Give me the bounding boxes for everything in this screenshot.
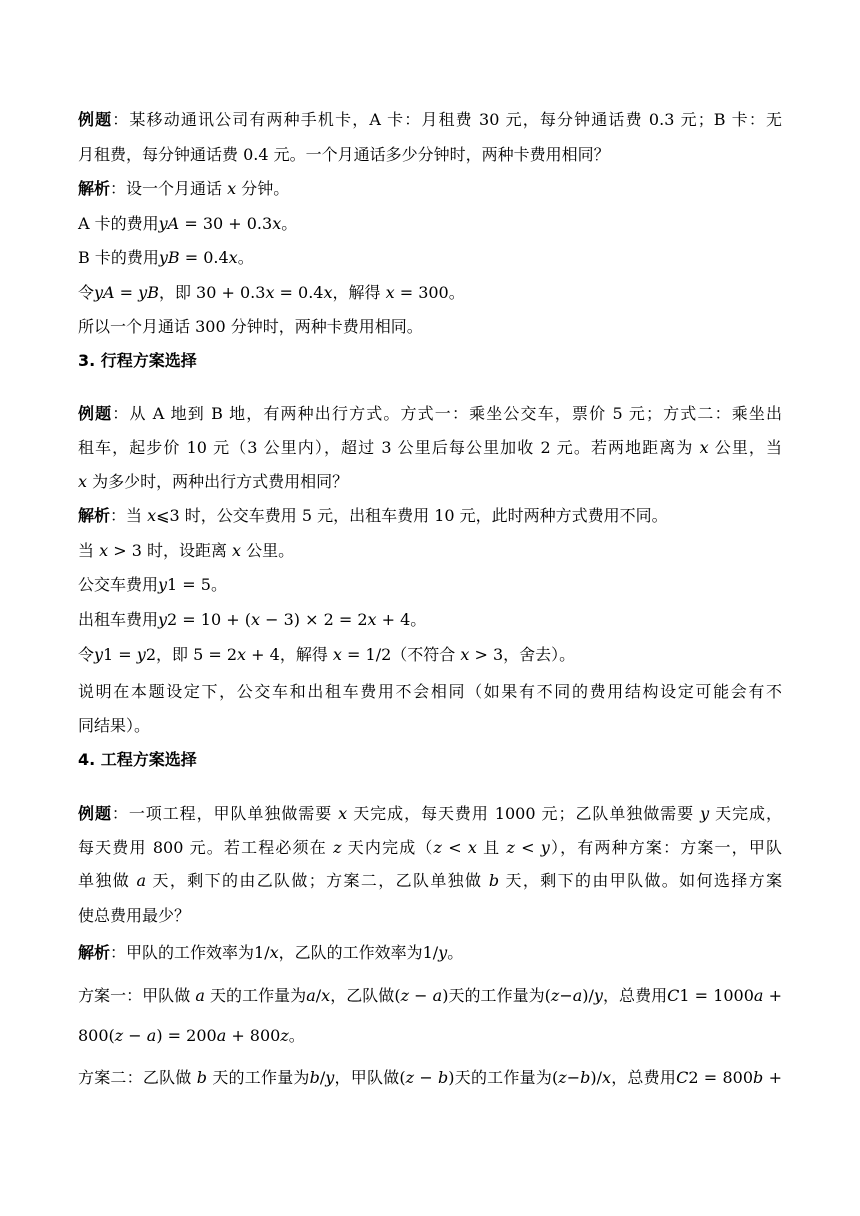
analysis-project-line-4: 方案二：乙队做 𝑏 天的工作量为𝑏/𝑦，甲队做(𝑧 − 𝑏)天的工作量为(𝑧−𝑏)/𝑥，总费用𝐶2 = 800𝑏 +: [78, 1068, 782, 1087]
analysis-label: 解析: [78, 506, 111, 525]
example-project-line-2: 每天费用 800 元。若工程必须在 𝑧 天内完成（𝑧 < 𝑥 且 𝑧 < 𝑦），有两种方案：方案一，甲队: [78, 838, 782, 857]
example-travel-line-3: 𝑥 为多少时，两种出行方式费用相同？: [78, 472, 349, 491]
example-label: 例题: [78, 110, 113, 129]
analysis-travel-line-1: [78, 504, 782, 528]
example-project-line-1: [78, 802, 782, 826]
analysis-travel-line-7: 同结果）。: [78, 716, 151, 735]
analysis-text: ：当 𝑥⩽3 时，公交车费用 5 元，出租车费用 10 元，此时两种方式费用不同。: [110, 506, 668, 525]
example-project-line-3: 单独做 𝑎 天，剩下的由乙队做；方案二，乙队单独做 𝑏 天，剩下的由甲队做。如何选择方案: [78, 871, 782, 890]
analysis-telecom-line-1: [78, 177, 782, 201]
analysis-text: ：设一个月通话 𝑥 分钟。: [110, 179, 290, 198]
example-telecom-line-2: 月租费，每分钟通话费 0.4 元。一个月通话多少分钟时，两种卡费用相同？: [78, 145, 610, 164]
analysis-telecom-line-2: A 卡的费用𝑦𝐴 = 30 + 0.3𝑥。: [78, 214, 298, 233]
example-telecom-line-1: [78, 108, 782, 132]
analysis-project-line-1: [78, 941, 782, 965]
example-label: 例题: [78, 804, 112, 823]
analysis-telecom-line-5: 所以一个月通话 300 分钟时，两种卡费用相同。: [78, 317, 423, 336]
example-text: ：某移动通讯公司有两种手机卡，A 卡：月租费 30 元，每分钟通话费 0.3 元；B 卡：无: [112, 110, 782, 129]
example-text: ：一项工程，甲队单独做需要 𝑥 天完成，每天费用 1000 元；乙队单独做需要 𝑦 天完成，: [111, 804, 782, 823]
analysis-telecom-line-3: B 卡的费用𝑦𝐵 = 0.4𝑥。: [78, 248, 254, 267]
analysis-label: 解析: [78, 943, 111, 962]
analysis-travel-line-2: 当 𝑥 > 3 时，设距离 𝑥 公里。: [78, 541, 295, 560]
analysis-label: 解析: [78, 179, 111, 198]
analysis-travel-line-4: 出租车费用𝑦2 = 10 + (𝑥 − 3) × 2 = 2𝑥 + 4。: [78, 610, 427, 629]
example-text: ：从 A 地到 B 地，有两种出行方式。方式一：乘坐公交车，票价 5 元；方式二：乘坐出: [112, 404, 782, 423]
analysis-project-line-3: 800(𝑧 − 𝑎) = 200𝑎 + 800𝑧。: [78, 1026, 305, 1045]
analysis-text: ：甲队的工作效率为1/𝑥，乙队的工作效率为1/𝑦。: [110, 943, 464, 962]
analysis-project-line-2: 方案一：甲队做 𝑎 天的工作量为𝑎/𝑥，乙队做(𝑧 − 𝑎)天的工作量为(𝑧−𝑎)/𝑦，总费用𝐶1 = 1000𝑎 +: [78, 986, 782, 1005]
example-project-line-4: 使总费用最少？: [78, 906, 191, 925]
analysis-telecom-line-4: 令𝑦𝐴 = 𝑦𝐵，即 30 + 0.3𝑥 = 0.4𝑥，解得 𝑥 = 300。: [78, 283, 465, 302]
analysis-travel-line-6: 说明在本题设定下，公交车和出租车费用不会相同（如果有不同的费用结构设定可能会有不: [78, 682, 782, 701]
example-travel-line-2: 租车，起步价 10 元（3 公里内），超过 3 公里后每公里加收 2 元。若两地距离为 𝑥 公里，当: [78, 438, 782, 457]
example-travel-line-1: [78, 402, 782, 426]
analysis-travel-line-3: 公交车费用𝑦1 = 5。: [78, 575, 227, 594]
section-4-heading: 4. 工程方案选择: [78, 750, 197, 769]
example-label: 例题: [78, 404, 113, 423]
analysis-travel-line-5: 令𝑦1 = 𝑦2，即 5 = 2𝑥 + 4，解得 𝑥 = 1/2（不符合 𝑥 > 3，舍去）。: [78, 645, 576, 664]
section-3-heading: 3. 行程方案选择: [78, 351, 197, 370]
